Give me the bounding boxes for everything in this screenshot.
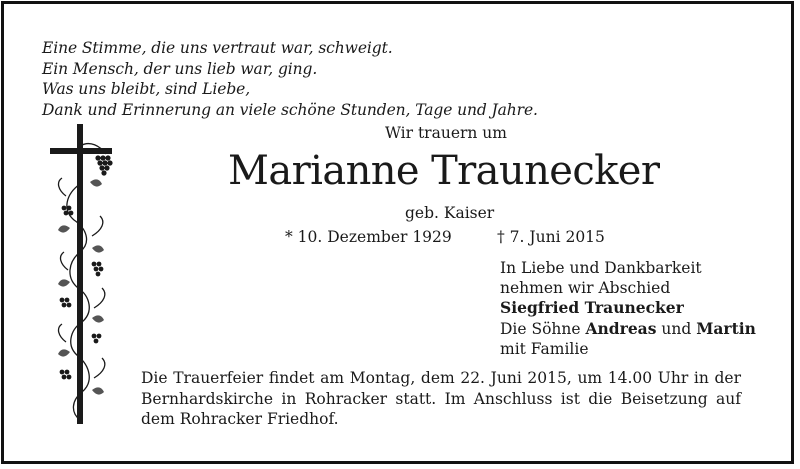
birth-date: * 10. Dezember 1929: [285, 228, 452, 246]
son-name-2: Martin: [696, 318, 756, 338]
cross-with-grapevine-icon: [50, 124, 122, 424]
poem: [42, 38, 538, 120]
intro-text: Wir trauern um: [385, 124, 507, 142]
death-date: † 7. Juni 2015: [497, 228, 605, 246]
mourners-block: [500, 258, 756, 359]
deceased-name: Marianne Traunecker: [228, 148, 660, 194]
sons-line: [500, 319, 756, 339]
son-name-1: Andreas: [585, 318, 657, 338]
spouse-name: Siegfried Traunecker: [500, 298, 684, 318]
maiden-name: geb. Kaiser: [405, 204, 495, 222]
sons-prefix: Die Söhne: [500, 319, 581, 338]
mourners-line-1: In Liebe und Dankbarkeit: [500, 259, 702, 277]
mourners-line-2: nehmen wir Abschied: [500, 279, 671, 298]
poem-line-4: Dank und Erinnerung an viele schöne Stunden, Tage und Jahre.: [42, 100, 538, 119]
poem-line-3: Was uns bleibt, sind Liebe,: [42, 80, 251, 98]
family-line: mit Familie: [500, 339, 589, 358]
sons-and: und: [661, 319, 692, 338]
poem-line-1: Eine Stimme, die uns vertraut war, schweigt.: [42, 39, 393, 57]
ceremony-text: Die Trauerfeier findet am Montag, dem 22. Juni 2015, um 14.00 Uhr in der Bernhardskirche in Rohracker statt. Im Anschluss ist die Beisetzung auf dem Rohracker Friedhof.: [141, 369, 741, 428]
poem-line-2: Ein Mensch, der uns lieb war, ging.: [42, 59, 318, 78]
